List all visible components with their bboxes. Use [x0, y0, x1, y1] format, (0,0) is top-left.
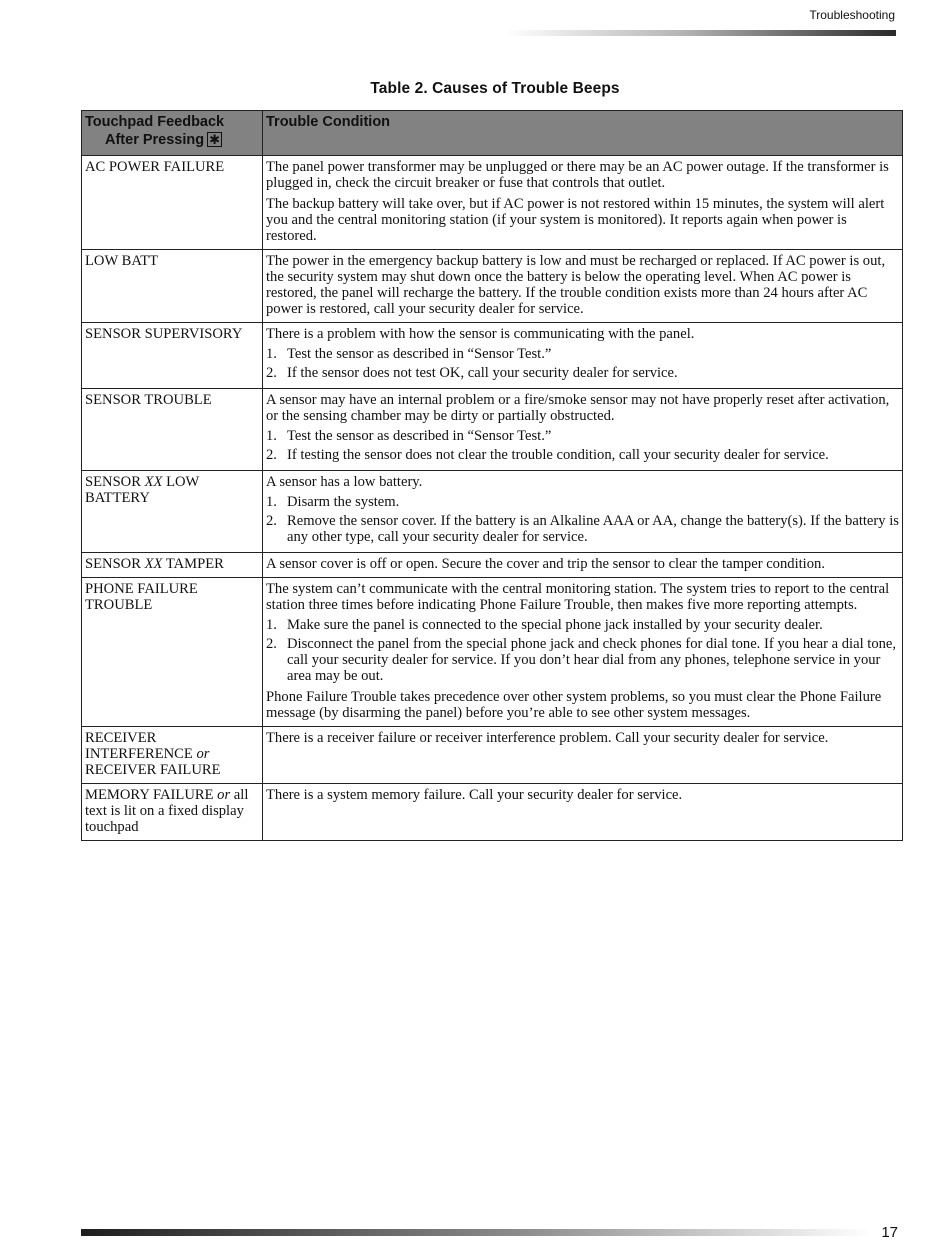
feedback-cell: SENSOR SUPERVISORY [82, 323, 263, 389]
steps-list [266, 346, 899, 381]
step-number: 1. [266, 494, 277, 510]
feedback-italic: XX [144, 556, 163, 572]
condition-paragraph: Phone Failure Trouble takes precedence over other system problems, so you must clear the Phone Failure message (by disarming the panel) before you’re able to see other system messages. [266, 689, 882, 721]
feedback-cell: SENSOR TROUBLE [82, 389, 263, 471]
feedback-cell [82, 727, 263, 784]
step-text: Make sure the panel is connected to the special phone jack installed by your security dealer. [287, 617, 823, 633]
header-feedback-line2: After Pressing [105, 132, 205, 148]
header-gradient-rule [505, 30, 896, 36]
feedback-text: SENSOR [85, 474, 145, 490]
step-number: 1. [266, 617, 277, 633]
table-row [82, 784, 903, 841]
condition-cell [263, 727, 903, 784]
step-item [266, 617, 899, 633]
feedback-cell [82, 784, 263, 841]
feedback-cell [82, 471, 263, 553]
condition-paragraph: There is a problem with how the sensor is communicating with the panel. [266, 326, 695, 342]
condition-cell [263, 784, 903, 841]
step-text: Disconnect the panel from the special phone jack and check phones for dial tone. If you hear a dial tone, call your security dealer for service. If you don’t hear dial from any phones, telephone service in your area may be out. [287, 636, 897, 684]
step-text: Disarm the system. [287, 494, 400, 510]
step-text: If testing the sensor does not clear the trouble condition, call your security dealer for service. [287, 447, 829, 463]
condition-paragraph: A sensor may have an internal problem or a fire/smoke sensor may not have properly reset after activation, or the sensing chamber may be dirty or partially obstructed. [266, 392, 890, 424]
table-header-row [82, 111, 903, 156]
condition-cell [263, 250, 903, 323]
trouble-beeps-table [81, 110, 903, 841]
condition-paragraph: The system can’t communicate with the central monitoring station. The system tries to report to the central station three times before indicating Phone Failure Trouble, then makes five more reporting attempts. [266, 581, 890, 613]
condition-paragraph: There is a receiver failure or receiver interference problem. Call your security dealer for service. [266, 730, 829, 746]
step-item [266, 365, 899, 381]
table-row [82, 156, 903, 250]
table-row [82, 323, 903, 389]
footer-gradient-rule [81, 1229, 871, 1236]
header-feedback-line2-wrap [85, 131, 259, 149]
step-text: Remove the sensor cover. If the battery is an Alkaline AAA or AA, change the battery(s). If the battery is any other type, call your security dealer for service. [287, 513, 899, 545]
table-row [82, 553, 903, 578]
table-row [82, 389, 903, 471]
step-number: 2. [266, 513, 277, 529]
feedback-cell: PHONE FAILURE TROUBLE [82, 578, 263, 727]
feedback-cell: LOW BATT [82, 250, 263, 323]
feedback-italic: or [217, 787, 231, 803]
step-item [266, 346, 899, 362]
condition-cell [263, 553, 903, 578]
table-row [82, 471, 903, 553]
section-label: Troubleshooting [809, 8, 895, 22]
star-key-icon: ✱ [207, 132, 222, 147]
step-text: If the sensor does not test OK, call your security dealer for service. [287, 365, 678, 381]
table-row [82, 578, 903, 727]
feedback-text: MEMORY FAILURE [85, 787, 218, 803]
feedback-text: RECEIVER INTERFERENCE [85, 730, 197, 762]
feedback-text: all text is lit on a fixed display touchpad [85, 787, 249, 835]
table-title: Table 2. Causes of Trouble Beeps [370, 80, 620, 97]
step-number: 1. [266, 428, 277, 444]
step-number: 2. [266, 365, 277, 381]
step-number: 1. [266, 346, 277, 362]
steps-list [266, 494, 899, 545]
condition-paragraph: The panel power transformer may be unplugged or there may be an AC power outage. If the transformer is plugged in, check the circuit breaker or fuse that controls that outlet. [266, 159, 889, 191]
header-feedback-line1: Touchpad Feedback [85, 114, 225, 130]
step-item [266, 447, 899, 463]
condition-paragraph: The backup battery will take over, but if AC power is not restored within 15 minutes, the system will alert you and the central monitoring station (if your system is monitored). It reports again when power is restored. [266, 196, 885, 244]
step-text: Test the sensor as described in “Sensor Test.” [287, 346, 552, 362]
steps-list [266, 617, 899, 684]
condition-paragraph: A sensor cover is off or open. Secure the cover and trip the sensor to clear the tamper condition. [266, 556, 825, 572]
feedback-text: LOW BATTERY [85, 474, 200, 506]
feedback-italic: XX [144, 474, 163, 490]
step-number: 2. [266, 447, 277, 463]
condition-paragraph: The power in the emergency backup battery is low and must be recharged or replaced. If AC power is out, the security system may shut down once the battery is below the operating level. When AC power is restored, the panel will recharge the battery. If the trouble condition exists more than 24 hours after AC power is restored, call your security dealer for service. [266, 253, 886, 317]
step-text: Test the sensor as described in “Sensor Test.” [287, 428, 552, 444]
step-item [266, 494, 899, 510]
feedback-text: TAMPER [162, 556, 224, 572]
page-number: 17 [881, 1224, 898, 1241]
step-number: 2. [266, 636, 277, 652]
condition-paragraph: There is a system memory failure. Call your security dealer for service. [266, 787, 683, 803]
condition-cell [263, 578, 903, 727]
header-trouble-condition: Trouble Condition [263, 111, 903, 156]
steps-list [266, 428, 899, 463]
condition-cell [263, 323, 903, 389]
feedback-cell [82, 553, 263, 578]
condition-cell [263, 389, 903, 471]
header-touchpad-feedback [82, 111, 263, 156]
condition-cell [263, 156, 903, 250]
feedback-cell: AC POWER FAILURE [82, 156, 263, 250]
step-item [266, 513, 899, 545]
condition-cell [263, 471, 903, 553]
table-row [82, 250, 903, 323]
feedback-text: RECEIVER FAILURE [85, 762, 221, 778]
table-row [82, 727, 903, 784]
feedback-text: SENSOR [85, 556, 145, 572]
step-item [266, 636, 899, 684]
step-item [266, 428, 899, 444]
condition-paragraph: A sensor has a low battery. [266, 474, 423, 490]
feedback-italic: or [196, 746, 210, 762]
